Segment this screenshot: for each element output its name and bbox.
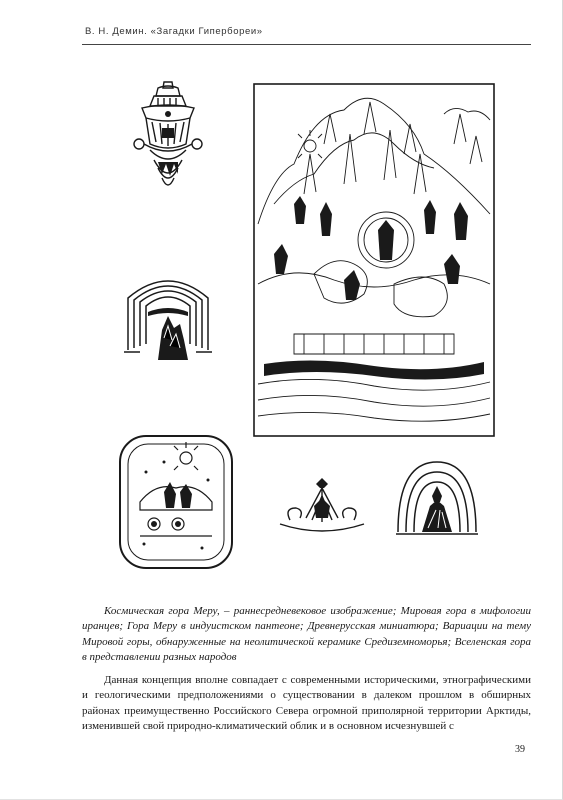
figure-caption: Космическая гора Меру, – раннесредневековое изображение; Мировая гора в мифологии иранцев; Гора Меру в индуистском пантеоне; Древнерусская миниатюра; Вариации на тему Мировой горы, обнаруженные на неолитической керамике Средиземноморья; Вселенская гора в представлении разных народов	[82, 605, 531, 663]
neolithic-ceramic-mountain-illustration	[276, 478, 368, 540]
iranian-world-mountain-illustration	[118, 268, 218, 364]
body-paragraph: Данная концепция вполне совпадает с современными историческими, этнографическими и геологическими предположениями о существовании в далеком прошлом в обширных районах преимущественно Российского Севера огромной приполярной территории Арктиды, изменившей свой природно-климатический облик и в основном исчезнувшей с	[82, 674, 531, 732]
meru-vessel-illustration	[128, 78, 208, 198]
running-header: В. Н. Демин. «Загадки Гипербореи»	[85, 26, 263, 37]
hindu-pantheon-meru-illustration	[254, 84, 494, 436]
old-russian-miniature-illustration	[116, 432, 236, 572]
universal-mountain-illustration	[392, 456, 482, 540]
page-number: 39	[515, 744, 525, 755]
header-rule	[82, 44, 531, 45]
